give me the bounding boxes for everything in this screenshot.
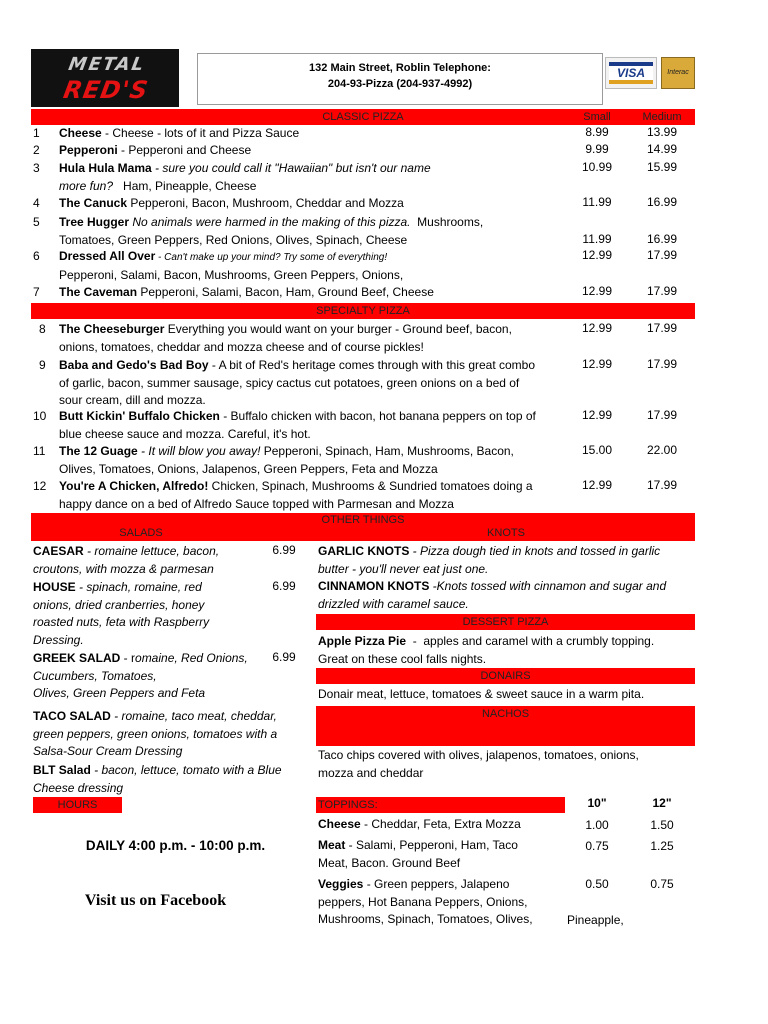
garlic-knots [318,543,698,578]
item-description: more fun? [59,178,114,193]
topping-meat [318,837,568,872]
salad-blt [33,762,308,797]
item-description: - Pepperoni and Cheese [117,143,252,157]
classic-pizza-header [31,109,695,125]
item-description: Pepperoni, Bacon, Mushroom, Cheddar and Mozza [127,196,404,210]
price-small: 12.99 [581,357,613,371]
salad-taco [33,708,308,761]
item-number: 1 [33,126,40,140]
topping-veggies [318,876,568,929]
item-number: 8 [39,322,46,336]
item-name: Baba and Gedo's Bad Boy [59,358,209,372]
price-small: 12.99 [581,478,613,492]
price-small: 9.99 [585,142,609,156]
salad-description: onions, dried cranberries, honey [33,597,205,612]
specialty-pizza-header [31,303,695,319]
price-small: 12.99 [581,408,613,422]
item-description: sour cream, dill and mozza. [59,393,206,408]
salad-description: green peppers, green onions, tomatoes with a [33,726,278,741]
price-10: 0.75 [585,839,609,853]
salad-description: roasted nuts, feta with Raspberry [33,615,210,630]
item-description: Ham, Pineapple, Cheese [113,178,257,193]
price-small: 12.99 [581,248,613,262]
item-description: No animals were harmed in the making of this pizza. [129,215,411,229]
price-medium: 16.99 [646,232,678,246]
item-description: Everything you would want on your burger - Ground beef, bacon, [164,322,512,336]
item-description: - sure you could call it "Hawaiian" but isn't our name [151,161,431,175]
price-10: 1.00 [585,818,609,832]
price: 6.99 [272,579,296,593]
toppings-10-header: 10" [587,796,607,810]
apple-pizza-pie [318,633,698,668]
address-line: 132 Main Street, Roblin Telephone: [309,62,491,74]
item-number: 7 [33,285,40,299]
hours-title: HOURS [57,799,98,811]
item-description: - Cheese - lots of it and Pizza Sauce [101,126,300,140]
donair-description: Donair meat, lettuce, tomatoes & sweet sauce in a warm pita. [318,687,645,701]
price: 6.99 [272,543,296,557]
item-name: You're A Chicken, Alfredo! [59,479,209,493]
price-small: 11.99 [582,232,612,246]
price-12: 0.75 [650,877,674,891]
hours-daily: DAILY 4:00 p.m. - 10:00 p.m. [85,838,266,853]
price-12: 1.50 [650,818,674,832]
logo-top-text: METAL [66,54,148,75]
salad-name: CAESAR [33,544,84,558]
item-name: Butt Kickin' Buffalo Chicken [59,409,220,423]
salad-description: croutons, with mozza & parmesan [33,561,214,576]
toppings-12-header: 12" [652,796,672,810]
price-medium: 17.99 [646,248,678,262]
item-description: happy dance on a bed of Alfredo Sauce topped with Parmesan and Mozza [59,496,454,511]
topping-description: - Green peppers, Jalapeno [363,877,510,891]
item-description: - A bit of Red's heritage comes through with this great combo [208,358,536,372]
item-number: 12 [33,479,47,493]
price-small: 11.99 [582,195,612,209]
small-column-header: Small [583,111,611,123]
price-medium: 17.99 [646,478,678,492]
salad-description: - bacon, lettuce, tomato with a Blue [90,763,282,777]
topping-description: - Salami, Pepperoni, Ham, Taco [345,838,518,852]
item-name: GARLIC KNOTS [318,544,410,558]
item-description: - Pizza dough tied in knots and tossed in garlic [409,544,661,558]
price-medium: 17.99 [646,357,678,371]
item-description: Pepperoni, Salami, Bacon, Mushrooms, Green Peppers, Onions, [59,267,404,282]
price-medium: 17.99 [646,284,678,298]
item-description: - It will blow you away! [137,444,261,458]
item-description: onions, tomatoes, cheddar and mozza cheese and of course pickles! [59,339,424,354]
item-description: blue cheese sauce and mozza. Careful, it's hot. [59,426,311,441]
price-small: 15.00 [581,443,613,457]
item-description: - Buffalo chicken with bacon, hot banana peppers on top of [219,409,536,423]
salad-description: Cheese dressing [33,780,124,795]
price-medium: 16.99 [646,195,678,209]
item-description: - Can't make up your mind? Try some of everything! [155,252,388,263]
item-description: mozza and cheddar [318,765,424,780]
item-number: 5 [33,215,40,229]
topping-description: Pineapple, [567,913,624,927]
topping-name: Cheese [318,817,361,831]
toppings-header [316,797,565,813]
item-name: The Cheeseburger [59,322,165,336]
nachos-description [318,747,698,782]
price-medium: 13.99 [646,125,678,139]
salad-description: Cucumbers, Tomatoes, [33,668,157,683]
item-description: Mushrooms, [410,215,484,229]
address-box [197,53,603,105]
item-description: butter - you'll never eat just one. [318,561,489,576]
item-description: Chicken, Spinach, Mushrooms & Sundried tomatoes doing a [208,479,533,493]
knots-title: KNOTS [487,527,525,539]
item-description: Taco chips covered with olives, jalapenos, tomatoes, onions, [318,748,639,762]
classic-pizza-title: CLASSIC PIZZA [322,111,404,123]
salad-description: Dressing. [33,632,84,647]
price-medium: 15.99 [646,160,678,174]
dessert-pizza-header [316,614,695,630]
visa-card-icon [605,57,657,89]
salad-description: - romaine lettuce, bacon, [83,544,220,558]
specialty-pizza-title: SPECIALTY PIZZA [316,305,410,317]
salad-description: Salsa-Sour Cream Dressing [33,744,183,759]
topping-description: Mushrooms, Spinach, Tomatoes, Olives, [318,912,533,927]
item-number: 11 [33,444,46,458]
salad-description: - r [120,651,136,665]
phone-line: 204-93-Pizza (204-937-4992) [327,78,473,90]
salad-name: HOUSE [33,580,76,594]
facebook-link[interactable]: Visit us on Facebook [84,892,227,909]
interac-label: Interac [667,69,689,76]
item-description: Great on these cool falls nights. [318,651,487,666]
salad-name: TACO SALAD [33,709,111,723]
item-name: The Caveman [59,285,138,299]
item-name: Apple Pizza Pie [318,634,407,648]
item-name: Tree Hugger [59,215,130,229]
salad-description: omaine, Red Onions, [135,651,248,665]
item-name: Dressed All Over [59,249,156,263]
nachos-header [316,706,695,746]
item-description: - apples and caramel with a crumbly topping. [406,634,655,648]
item-description: Pepperoni, Salami, Bacon, Ham, Ground Beef, Cheese [137,285,434,299]
item-number: 2 [33,143,40,157]
price-medium: 17.99 [646,408,678,422]
cinnamon-knots [318,578,698,613]
topping-name: Meat [318,838,346,852]
item-number: 6 [33,249,40,263]
logo [31,49,179,107]
item-name: The 12 Guage [59,444,138,458]
item-name: Cheese [59,126,102,140]
toppings-title: TOPPINGS: [318,799,378,811]
price-medium: 22.00 [646,443,678,457]
topping-description: peppers, Hot Banana Peppers, Onions, [318,894,528,909]
item-number: 4 [33,196,40,210]
price-small: 8.99 [585,125,609,139]
salad-name: BLT Salad [33,763,91,777]
price-small: 10.99 [581,160,613,174]
other-things-header [31,513,695,541]
item-number: 9 [39,358,46,372]
other-things-title: OTHER THINGS [321,514,405,526]
topping-description: - Cheddar, Feta, Extra Mozza [360,817,521,831]
price-medium: 14.99 [646,142,678,156]
nachos-title: NACHOS [481,708,530,720]
item-name: Hula Hula Mama [59,161,152,175]
salad-description: - spinach, romaine, red [75,580,202,594]
logo-bottom-text: RED'S [61,76,151,104]
item-description: drizzled with caramel sauce. [318,596,469,611]
item-number: 3 [33,161,40,175]
item-description: Pepperoni, Spinach, Ham, Mushrooms, Bacon, [260,444,514,458]
item-description: Tomatoes, Green Peppers, Red Onions, Olives, Spinach, Cheese [59,232,408,247]
price-small: 12.99 [581,284,613,298]
hours-header [33,797,122,813]
item-name: The Canuck [59,196,128,210]
price: 6.99 [272,650,296,664]
salad-name: GREEK SALAD [33,651,121,665]
visa-label: VISA [609,62,653,84]
donairs-title: DONAIRS [480,670,531,682]
topping-cheese [318,816,568,834]
salad-description: Olives, Green Peppers and Feta [33,686,206,701]
salads-title: SALADS [119,527,163,539]
item-description: -Knots tossed with cinnamon and sugar and [429,579,667,593]
salad-description: - romaine, taco meat, cheddar, [110,709,277,723]
price-medium: 17.99 [646,321,678,335]
price-12: 1.25 [650,839,674,853]
item-name: Pepperoni [59,143,118,157]
item-number: 10 [33,409,47,423]
item-description: Olives, Tomatoes, Onions, Jalapenos, Green Peppers, Feta and Mozza [59,461,438,476]
interac-card-icon [661,57,695,89]
topping-description: Meat, Bacon. Ground Beef [318,855,461,870]
price-10: 0.50 [585,877,609,891]
topping-name: Veggies [318,877,364,891]
item-description: of garlic, bacon, summer sausage, spicy cactus cut potatoes, green onions on a bed of [59,375,520,390]
item-name: CINNAMON KNOTS [318,579,430,593]
donairs-header [316,668,695,684]
medium-column-header: Medium [642,111,682,123]
price-small: 12.99 [581,321,613,335]
dessert-pizza-title: DESSERT PIZZA [462,616,549,628]
